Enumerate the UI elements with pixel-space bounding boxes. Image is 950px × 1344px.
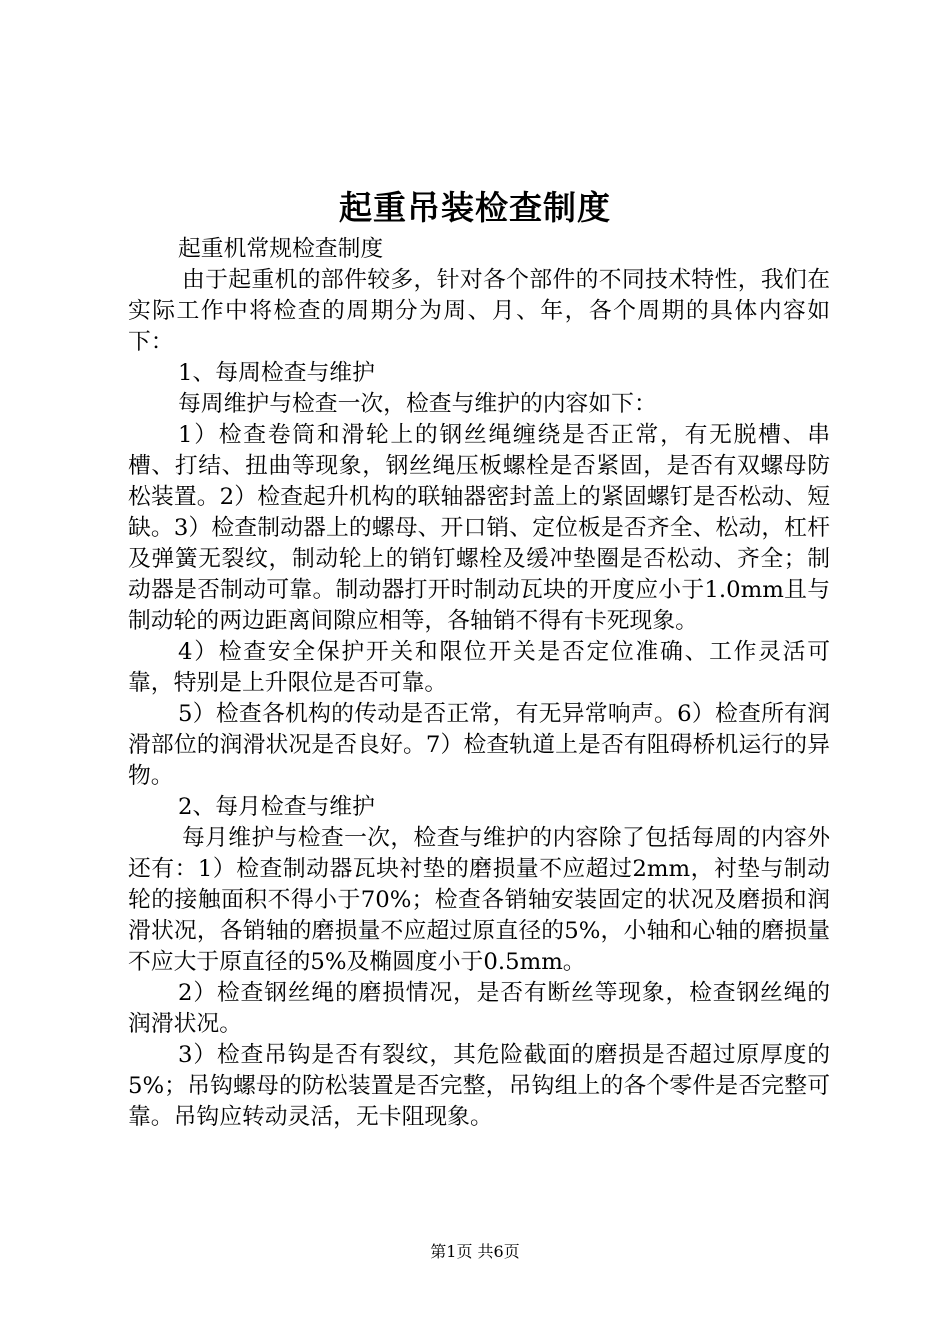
paragraph-weekly-items-5-7: 5）检查各机构的传动是否正常，有无异常响声。6）检查所有润滑部位的润滑状况是否良好。7）检查轨道上是否有阻碍桥机运行的异物。 [128,701,830,789]
paragraph-weekly-item-4: 4）检查安全保护开关和限位开关是否定位准确、工作灵活可靠，特别是上升限位是否可靠。 [128,639,830,696]
paragraph-section-heading: 起重机常规检查制度 [178,236,384,262]
page-title: 起重吊装检查制度 [339,188,611,227]
paragraph-monthly-item-1: 每月维护与检查一次，检查与维护的内容除了包括每周的内容外还有：1）检查制动器瓦块衬垫的磨损量不应超过2mm，衬垫与制动轮的接触面积不得小于70%；检查各销轴安装固定的状况及磨损和润滑状况，各销轴的磨损量不应超过原直径的5%，小轴和心轴的磨损量不应大于原直径的5%及椭圆度小于0.5mm。 [128,825,830,975]
paragraph-weekly-heading: 1、每周检查与维护 [178,360,375,386]
paragraph-monthly-item-3: 3）检查吊钩是否有裂纹，其危险截面的磨损是否超过原厚度的5%；吊钩螺母的防松装置是否完整，吊钩组上的各个零件是否完整可靠。吊钩应转动灵活，无卡阻现象。 [128,1042,830,1130]
paragraph-weekly-intro: 每周维护与检查一次，检查与维护的内容如下： [178,391,657,417]
paragraph-weekly-items-1-3: 1）检查卷筒和滑轮上的钢丝绳缠绕是否正常，有无脱槽、串槽、打结、扭曲等现象，钢丝绳压板螺栓是否紧固，是否有双螺母防松装置。2）检查起升机构的联轴器密封盖上的紧固螺钉是否松动、短缺。3）检查制动器上的螺母、开口销、定位板是否齐全、松动，杠杆及弹簧无裂纹，制动轮上的销钉螺栓及缓冲垫圈是否松动、齐全；制动器是否制动可靠。制动器打开时制动瓦块的开度应小于1.0mm且与制动轮的两边距离间隙应相等，各轴销不得有卡死现象。 [128,422,830,634]
page-number-footer: 第1页 共6页 [430,1242,520,1261]
paragraph-monthly-heading: 2、每月检查与维护 [178,794,375,820]
document-body [128,234,830,1133]
paragraph-intro: 由于起重机的部件较多，针对各个部件的不同技术特性，我们在实际工作中将检查的周期分为周、月、年，各个周期的具体内容如下： [128,267,830,355]
paragraph-monthly-item-2: 2）检查钢丝绳的磨损情况，是否有断丝等现象，检查钢丝绳的润滑状况。 [128,980,830,1037]
